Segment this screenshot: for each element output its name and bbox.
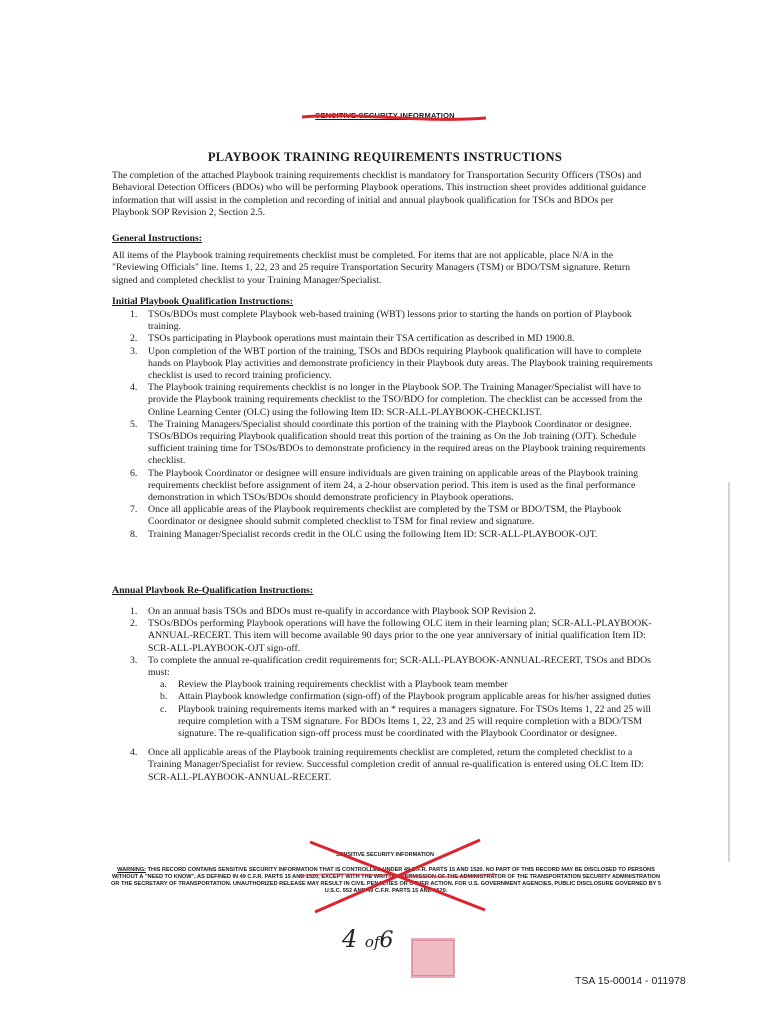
handwritten-page-number: 4 of6 [342, 925, 394, 953]
general-instructions-text: All items of the Playbook training requirements checklist must be completed. For items that are not applicable, place N/A in the "Reviewing Officials" line. Items 1, 22, 23 and 25 require Transportation Security Managers (TSM) or BDO/TSM signature. Return signed and completed checklist to your Training Manager/Specialist. [112, 250, 630, 286]
list-spacer [112, 740, 654, 747]
page-title: PLAYBOOK TRAINING REQUIREMENTS INSTRUCTIONS [207, 150, 563, 164]
general-instructions-heading: General Instructions: [112, 233, 203, 244]
list-item: 4. The Playbook training requirements checklist is no longer in the Playbook SOP. The Training Manager/Specialist will have to provide the Playbook training requirements checklist to the TSO/BDO for completion. The checklist can be accessed from the Online Learning Center (OLC) using the following Item ID: SCR-ALL-PLAYBOOK-CHECKLIST. [130, 382, 643, 418]
list-item: 6. The Playbook Coordinator or designee will ensure individuals are given training on applicable areas of the Playbook training requirements checklist before assignment of item 24, a 2-hour observation period. This item is used as the final performance demonstration in which TSOs/BDOs should demonstrate proficiency in Playbook operations. [130, 467, 638, 504]
list-item: 2. TSOs/BDOs performing Playbook operations will have the following OLC item in their learning plan; SCR-ALL-PLAYBOOK-ANNUAL-RECERT. This item will become available 90 days prior to the one year anniversary of initial qualification Item ID: SCR-ALL-PLAYBOOK-OJT sign-off. [130, 618, 652, 654]
list-item: 3. Upon completion of the WBT portion of the training, TSOs and BDOs requiring Playbook qualification will have to complete hands on Playbook Play activities and demonstrate proficiency in their Playbook duty areas. The Playbook training requirements checklist is used to record training proficiency. [130, 345, 653, 382]
sub-list-item: a. Review the Playbook training requirements checklist with a Playbook team member [160, 679, 508, 691]
warning-label: WARNING: [117, 867, 147, 873]
list-item: 2. TSOs participating in Playbook operations must maintain their TSA certification as described in MD 1900.8. [130, 333, 575, 345]
sub-list-item: c. Playbook training requirements items marked with an * requires a managers signature. For TSOs Items 1, 22 and 25 will require completion with a TSM signature. For BDOs Items 1, 22, 23 and 25 will require completion with a BDO/TSM signature. The re-qualification sign-off process must be coordinated with the Playbook Coordinator or designee. [160, 703, 651, 740]
annual-requalification-list [112, 606, 654, 784]
annual-requalification-heading: Annual Playbook Re-Qualification Instructions: [112, 585, 314, 596]
scan-margin-line [728, 482, 730, 862]
list-item: 3. To complete the annual re-qualification credit requirements for; SCR-ALL-PLAYBOOK-ANNUAL-RECERT, TSOs and BDOs must: a. Review the Playbook training requirements checklist with a Playbook team member b. Attain Playbook knowledge confirmation (sign-off) of the Playbook program applicable areas for his/her assigned duties c. Playbook training requirements items marked with an * requires a managers signature. For TSOs Items 1, 22 and 25 will require completion with a TSM signature. For BDOs Items 1, 22, 23 and 25 will require completion with a BDO/TSM signature. The re-qualification sign-off process must be coordinated with the Playbook Coordinator or designee. [112, 655, 654, 740]
sub-list-item: b. Attain Playbook knowledge confirmation (sign-off) of the Playbook program applicable areas for his/her assigned duties [160, 691, 651, 703]
list-item: 8. Training Manager/Specialist records credit in the OLC using the following Item ID: SCR-ALL-PLAYBOOK-OJT. [130, 528, 598, 540]
bates-number: TSA 15-00014 - 011978 [575, 975, 686, 987]
list-item: 1. TSOs/BDOs must complete Playbook web-based training (WBT) lessons prior to starting the hands on portion of Playbook training. [130, 309, 632, 333]
redaction-stamp-inner [412, 940, 454, 976]
initial-qualification-heading: Initial Playbook Qualification Instructions: [112, 296, 293, 307]
red-x-strike-footer [290, 836, 500, 916]
intro-paragraph: The completion of the attached Playbook training requirements checklist is mandatory for Transportation Security Officers (TSOs) and Behavioral Detection Officers (BDOs) who will be performing Playbook operations. This instruction sheet provides additional guidance information that will assist in the completion and recording of initial and annual playbook qualification for TSOs and BDOs per Playbook SOP Revision 2, Section 2.5. [112, 170, 646, 218]
list-item: 5. The Training Managers/Specialist should coordinate this portion of the training with the Playbook Coordinator or designee. TSOs/BDOs requiring Playbook qualification should treat this portion of the training as On the Job training (OJT). Schedule sufficient training time for TSOs/BDOs to demonstrate proficiency in the required areas on the Playbook training requirements checklist. [130, 418, 646, 467]
red-strike-header [300, 108, 490, 126]
initial-qualification-list [112, 309, 654, 541]
list-item: 1. On an annual basis TSOs and BDOs must re-qualify in accordance with Playbook SOP Revision 2. [130, 606, 537, 617]
sensitive-footer: SENSITIVE SECURITY INFORMATION [336, 852, 434, 858]
list-item: 4. Once all applicable areas of the Playbook training requirements checklist are completed, return the completed checklist to a Training Manager/Specialist for review. Successful completion credit of annual re-qualification is entered using OLC Item ID: SCR-ALL-PLAYBOOK-ANNUAL-RECERT. [130, 747, 644, 783]
list-item: 7. Once all applicable areas of the Playbook requirements checklist are completed by the TSM or BDO/TSM, the Playbook Coordinator or designee should submit completed checklist to TSM for final review and signature. [130, 504, 622, 528]
warning-text: THIS RECORD CONTAINS SENSITIVE SECURITY INFORMATION THAT IS CONTROLLED UNDER 49 C.F.R. PARTS 15 AND 1520. NO PART OF THIS RECORD MAY BE DISCLOSED TO PERSONS WITHOUT A "NEED TO KNOW", AS DEFINED IN 49 C.F.R. PARTS 15 AND 1520, EXCEPT WITH THE WRITTEN PERMISSION OF THE ADMINISTRATOR OF THE TRANSPORTATION SECURITY ADMINISTRATION OR THE SECRETARY OF TRANSPORTATION. UNAUTHORIZED RELEASE MAY RESULT IN CIVIL PENALTIES OR OTHER ACTION. FOR U.S. GOVERNMENT AGENCIES, PUBLIC DISCLOSURE GOVERNED BY 5 U.S.C. 552 AND 49 C.F.R. PARTS 15 AND 1520. [111, 867, 661, 894]
sensitive-header: SENSITIVE SECURITY INFORMATION [315, 111, 455, 120]
annual-sub-list [148, 679, 654, 740]
